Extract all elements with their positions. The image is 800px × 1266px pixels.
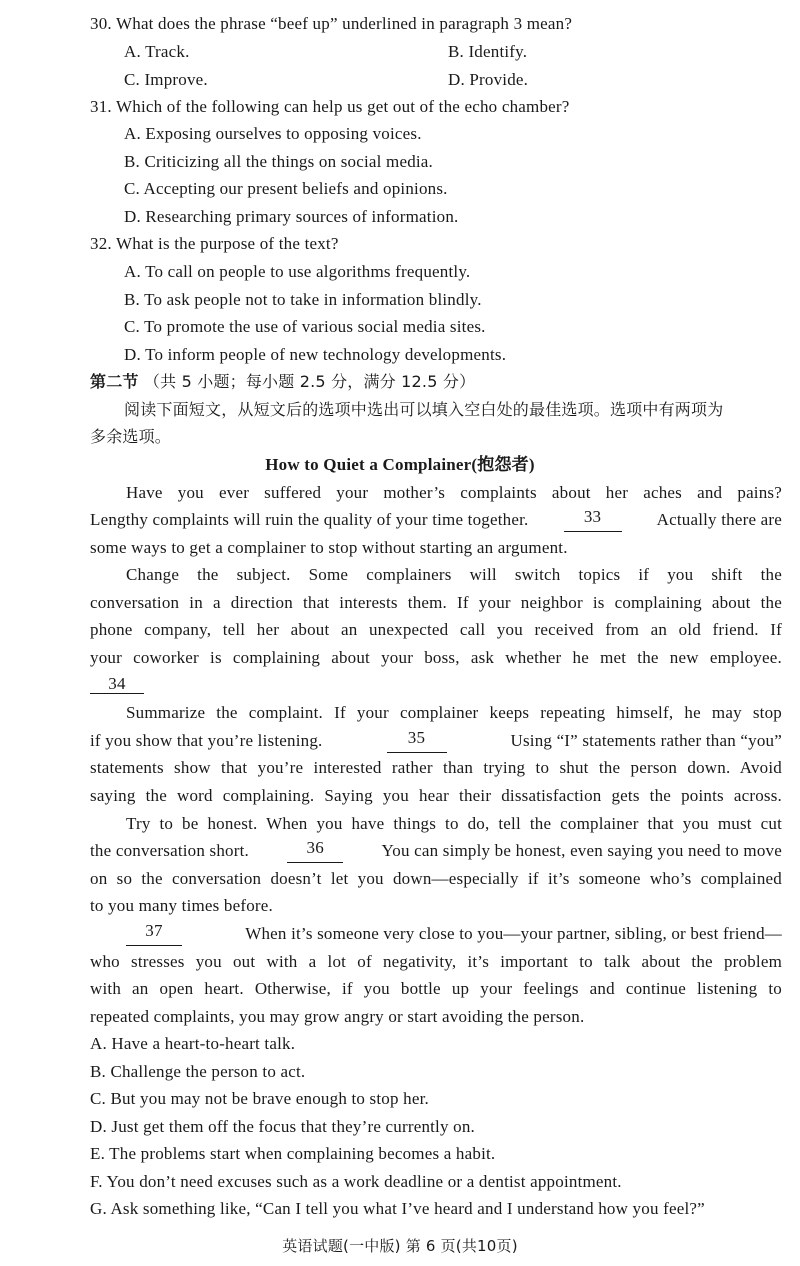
question-31-option-b: B. Criticizing all the things on social media. <box>124 152 434 171</box>
question-30-option-d: D. Provide. <box>448 70 529 89</box>
section-header <box>90 370 475 394</box>
paragraph-4-line-3: on so the conversation doesn’t let you down—especially if it’s someone who’s complained <box>90 869 782 888</box>
blank-35[interactable]: 35 <box>387 729 447 753</box>
paragraph-2-line-4: your coworker is complaining about your boss, ask whether he met the new employee. <box>90 648 782 667</box>
paragraph-2-line-2: conversation in a direction that interests them. If your neighbor is complaining about the <box>90 593 782 612</box>
paragraph-1-line-2 <box>90 508 782 532</box>
paragraph-3-line-1: Summarize the complaint. If your complainer keeps repeating himself, he may stop <box>126 703 782 722</box>
paragraph-1-text: Lengthy complaints will ruin the quality of your time together. <box>90 510 529 529</box>
question-32-option-c: C. To promote the use of various social media sites. <box>124 317 486 336</box>
choice-g: G. Ask something like, “Can I tell you what I’ve heard and I understand how you feel?” <box>90 1199 705 1218</box>
paragraph-3-line-2 <box>90 729 782 753</box>
page-footer: 英语试题(一中版) 第 6 页(共10页) <box>282 1237 518 1255</box>
paragraph-2-line-1: Change the subject. Some complainers will switch topics if you shift the <box>126 565 782 584</box>
choice-a: A. Have a heart-to-heart talk. <box>90 1034 296 1053</box>
paragraph-3-text-cont: Using “I” statements rather than “you” <box>510 731 782 750</box>
question-31-stem: 31. Which of the following can help us get out of the echo chamber? <box>90 97 570 116</box>
paragraph-5-line-2: who stresses you out with a lot of negativity, it’s important to talk about the problem <box>90 952 782 971</box>
paragraph-3-text: if you show that you’re listening. <box>90 731 323 750</box>
question-30-option-b: B. Identify. <box>448 42 528 61</box>
question-31-option-c: C. Accepting our present beliefs and opinions. <box>124 179 448 198</box>
paragraph-4-line-1: Try to be honest. When you have things to do, tell the complainer that you must cut <box>126 814 782 833</box>
section-info: （共 5 小题；每小题 2.5 分，满分 12.5 分） <box>143 372 476 391</box>
paragraph-4-text: the conversation short. <box>90 841 249 860</box>
paragraph-1-line-1: Have you ever suffered your mother’s complaints about her aches and pains? <box>126 483 782 502</box>
blank-34[interactable]: 34 <box>90 675 144 694</box>
question-32-stem: 32. What is the purpose of the text? <box>90 234 339 253</box>
paragraph-2-line-3: phone company, tell her about an unexpected call you received from an old friend. If <box>90 620 782 639</box>
paragraph-5-line-3: with an open heart. Otherwise, if you bottle up your feelings and continue listening to <box>90 979 782 998</box>
passage-title: How to Quiet a Complainer(抱怨者) <box>265 455 535 474</box>
question-30-option-a: A. Track. <box>124 42 190 61</box>
question-32-option-d: D. To inform people of new technology developments. <box>124 345 507 364</box>
choice-e: E. The problems start when complaining becomes a habit. <box>90 1144 496 1163</box>
question-30-option-c: C. Improve. <box>124 70 208 89</box>
question-31-option-d: D. Researching primary sources of information. <box>124 207 459 226</box>
paragraph-4-text-cont: You can simply be honest, even saying you need to move <box>381 841 782 860</box>
paragraph-5-line-1 <box>126 922 782 946</box>
paragraph-3-line-4: saying the word complaining. Saying you hear their dissatisfaction gets the points across. <box>90 786 782 805</box>
paragraph-1-line-3: some ways to get a complainer to stop without starting an argument. <box>90 538 568 557</box>
section-instruction-line-1: 阅读下面短文，从短文后的选项中选出可以填入空白处的最佳选项。选项中有两项为 <box>124 400 724 419</box>
paragraph-5-text: When it’s someone very close to you—your partner, sibling, or best friend— <box>245 924 782 943</box>
paragraph-4-line-4: to you many times before. <box>90 896 273 915</box>
choice-b: B. Challenge the person to act. <box>90 1062 306 1081</box>
question-31-option-a: A. Exposing ourselves to opposing voices. <box>124 124 422 143</box>
paragraph-2-line-5 <box>90 672 144 696</box>
blank-33[interactable]: 33 <box>564 508 622 532</box>
paragraph-1-text-cont: Actually there are <box>656 510 782 529</box>
paragraph-3-line-3: statements show that you’re interested rather than trying to shut the person down. Avoid <box>90 758 782 777</box>
question-32-option-b: B. To ask people not to take in information blindly. <box>124 290 482 309</box>
question-30-stem: 30. What does the phrase “beef up” underlined in paragraph 3 mean? <box>90 14 573 33</box>
blank-36[interactable]: 36 <box>287 839 343 863</box>
section-heading: 第二节 <box>90 372 139 391</box>
blank-37[interactable]: 37 <box>126 922 182 946</box>
choice-d: D. Just get them off the focus that they’re currently on. <box>90 1117 475 1136</box>
paragraph-5-line-4: repeated complaints, you may grow angry or start avoiding the person. <box>90 1007 585 1026</box>
paragraph-4-line-2 <box>90 839 782 863</box>
choice-f: F. You don’t need excuses such as a work deadline or a dentist appointment. <box>90 1172 622 1191</box>
section-instruction-line-2: 多余选项。 <box>90 427 172 446</box>
question-32-option-a: A. To call on people to use algorithms frequently. <box>124 262 471 281</box>
choice-c: C. But you may not be brave enough to stop her. <box>90 1089 429 1108</box>
